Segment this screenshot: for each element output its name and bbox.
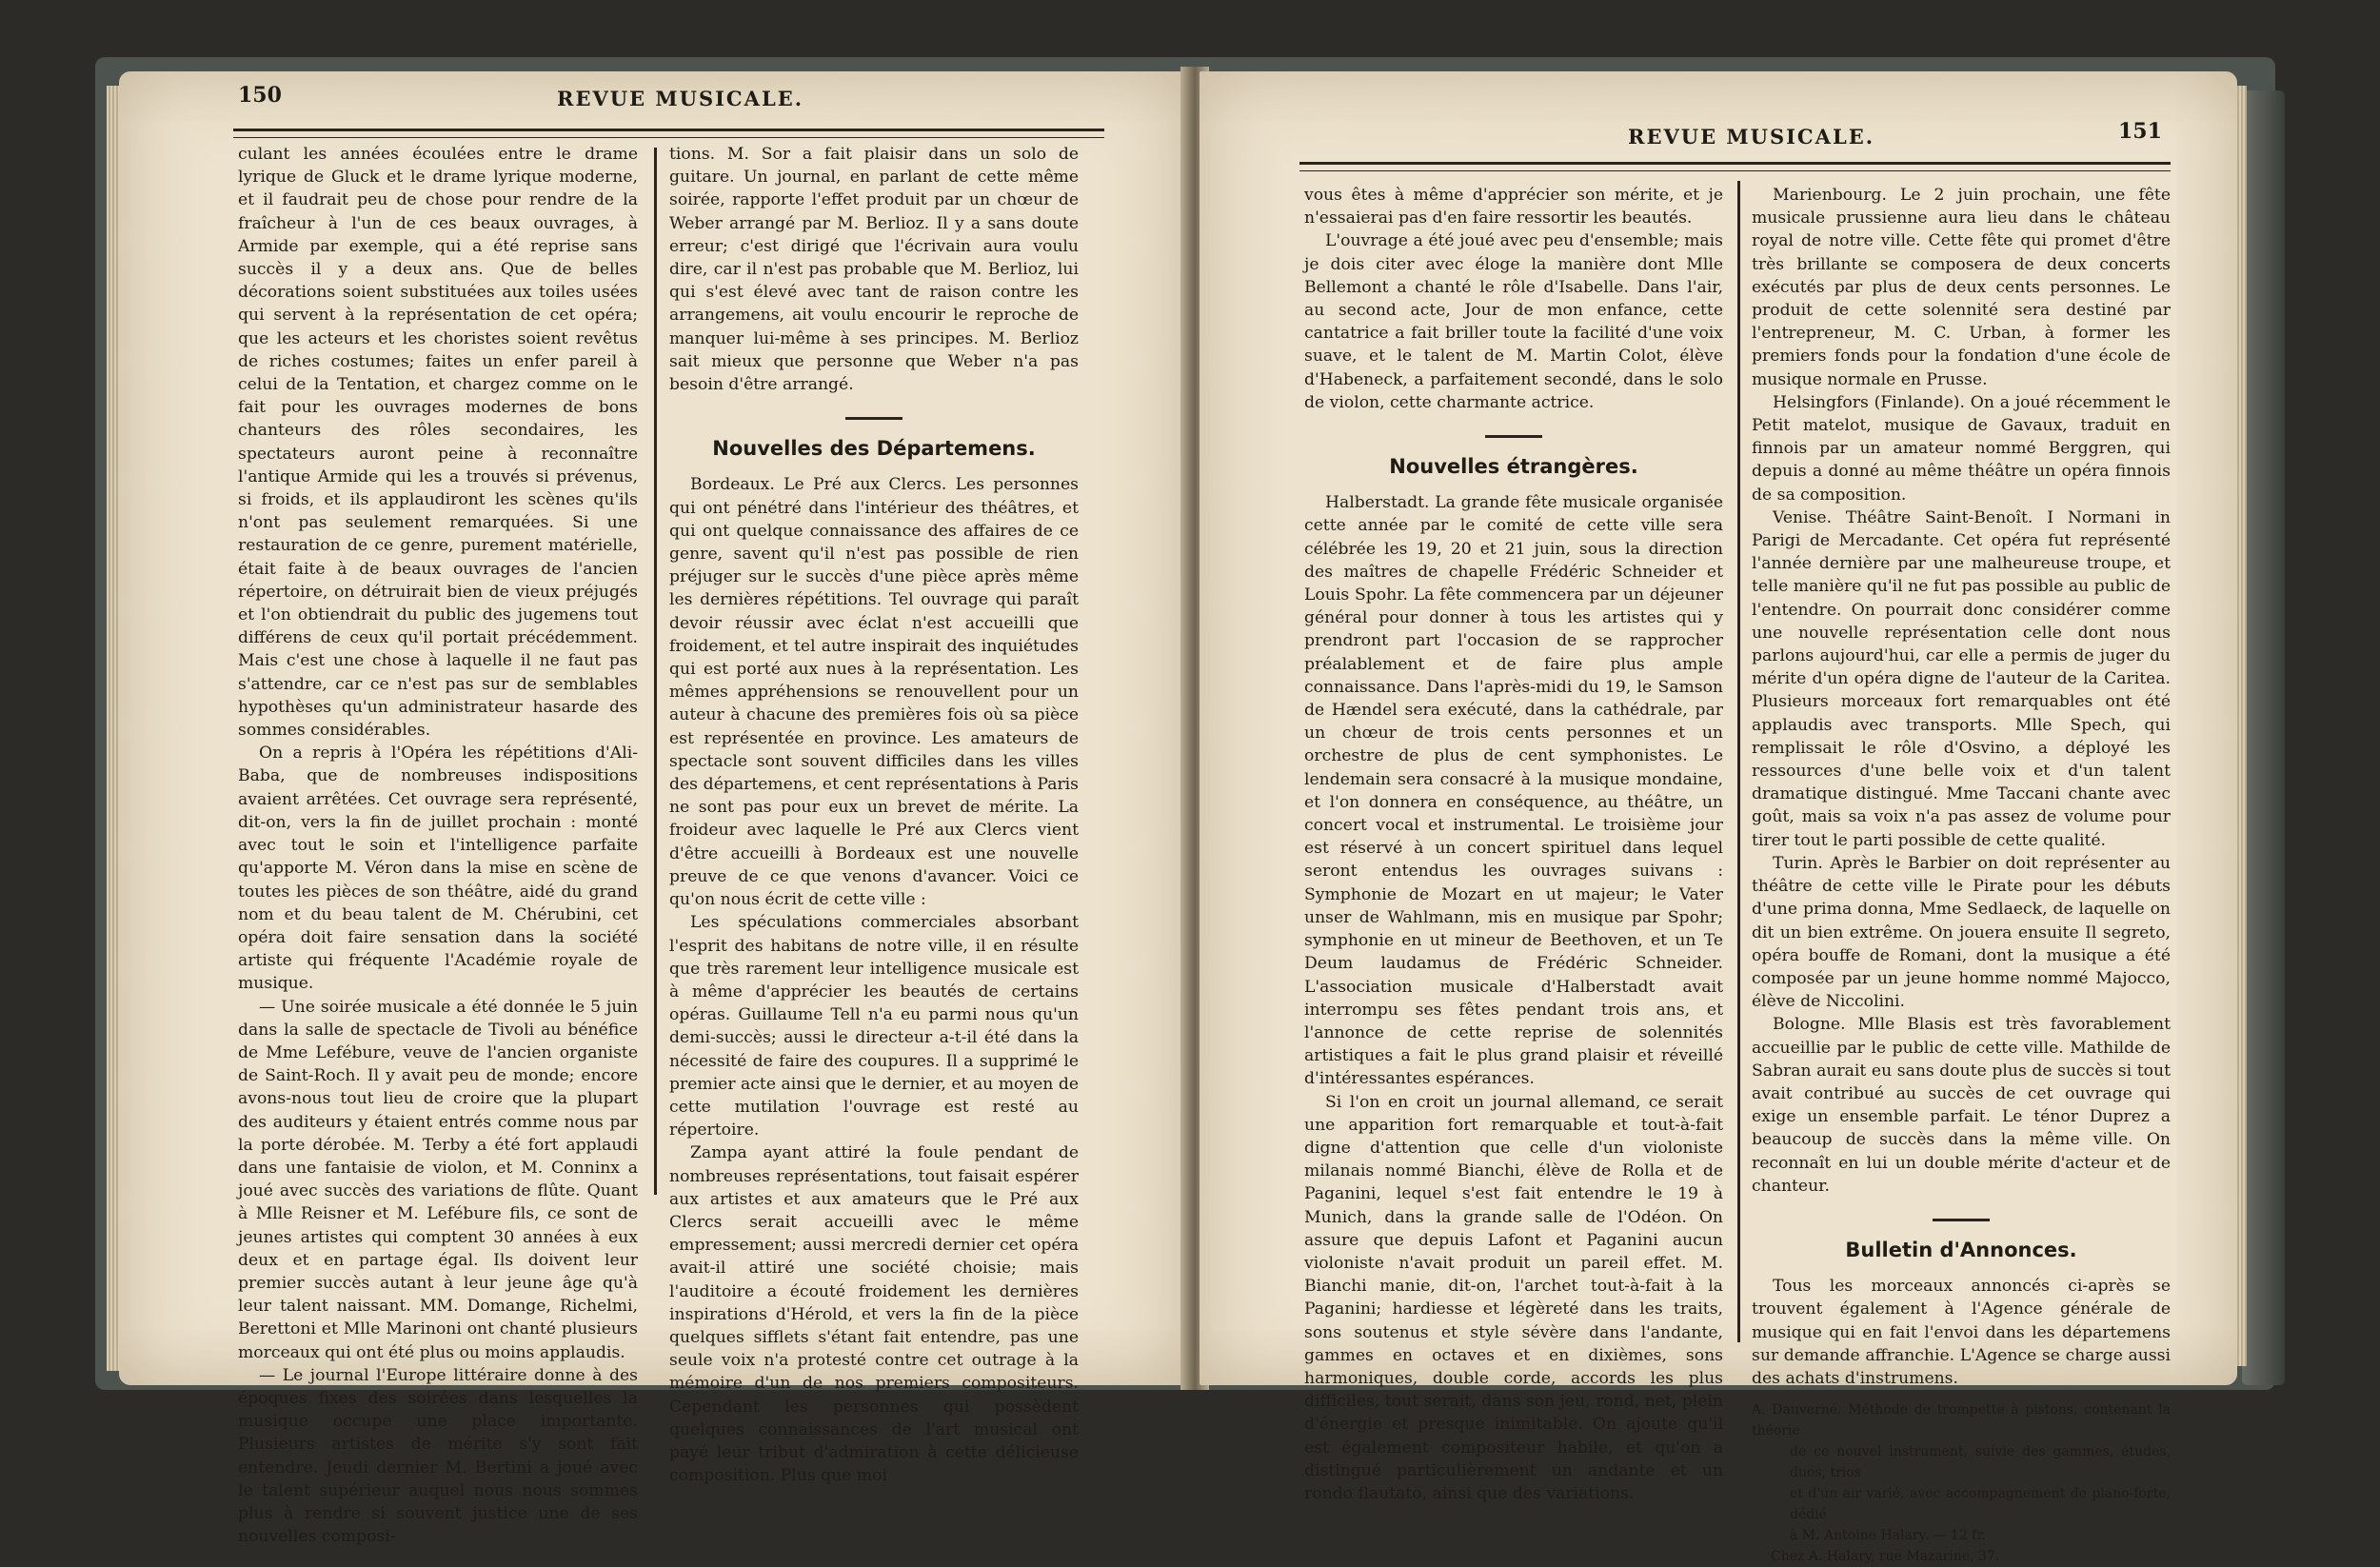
paragraph: Turin. Après le Barbier on doit représenter au théâtre de cette ville le Pirate pour les débuts d'une prima donna, Mme Sedlaeck, de laquelle on dit un bien extrême. On jouera ensuite Il segreto, opéra bouffe de Romani, dont la musique a été composée par un jeune homme nommé Majocco, élève de Niccolini.: [1752, 853, 2171, 1012]
section-title-etrangeres: Nouvelles étrangères.: [1389, 455, 1638, 479]
paragraph: Helsingfors (Finlande). On a joué récemment le Petit matelot, musique de Gavaux, traduit en finnois par un amateur nommé Berggren, qui depuis a donné au même théâtre un opéra finnois de sa composition.: [1752, 392, 2171, 505]
cover-edge: [2242, 90, 2285, 1385]
paragraph: Marienbourg. Le 2 juin prochain, une fête musicale prussienne aura lieu dans le château royal de notre ville. Cette fête qui promet d'être très brillante se composera de deux concerts exécutés par plus de deux cents personnes. Le produit de cette solennité sera destiné par l'entrepreneur, M. C. Urban, à former les premiers fonds pour la fondation d'une école de musique normale en Prusse.: [1752, 186, 2171, 389]
section-divider: [845, 417, 902, 420]
annonce-line: A. Dauverné. Méthode de trompette à pistons, contenant la théorie: [1752, 1402, 2171, 1439]
paragraph: Venise. Théâtre Saint-Benoît. I Normani in Parigi de Mercadante. Cet opéra fut représenté l'année dernière par une malheureuse troupe, et telle manière qu'il ne fut pas possible au public de l'entendre. On pourrait donc considérer comme une nouvelle représentation celle dont nous parlons aujourd'hui, car elle a permis de juger du mérite d'un opéra digne de l'auteur de la Caritea. Plusieurs morceaux fort remarquables ont été applaudis avec transports. Mlle Spech, qui remplissait le rôle d'Osvino, a déployé les ressources d'une belle voix et d'un talent dramatique distingué. Mme Taccani chante avec goût, mais sa voix n'a pas assez de volume pour tirer tout le parti possible de cette qualité.: [1752, 507, 2171, 850]
header-rule-right: [1299, 162, 2171, 171]
annonce-address: Chez A. Halary, rue Mazarine, 37.: [1771, 1549, 2000, 1565]
running-head-left: REVUE MUSICALE.: [557, 87, 804, 110]
paragraph: Les spéculations commerciales absorbant l'esprit des habitans de notre ville, il en résulte que très rarement leur intelligence musicale est à même d'apprécier les beautés de certains opéras. Guillaume Tell n'a eu parmi nous qu'un demi-succès; aussi le directeur a-t-il été dans la nécessité de faire des coupures. Il a supprimé le premier acte ainsi que le dernier, et au moyen de cette mutilation l'ouvrage est resté au répertoire.: [669, 913, 1079, 1141]
paragraph: Tous les morceaux annoncés ci-après se trouvent également à l'Agence générale de musique qui en fait l'envoi dans les départemens sur demande affranchie. L'Agence se charge aussi des achats d'instrumens.: [1752, 1277, 2171, 1388]
paragraph: Si l'on en croit un journal allemand, ce serait une apparition fort remarquable et tout-à-fait digne d'attention que celle d'un violoniste milanais nommé Bianchi, élève de Rolla et de Paganini, lequel s'est fait entendre le 19 à Munich, dans la grande salle de l'Odéon. On assure que depuis Lafont et Paganini aucun violoniste n'avait produit un pareil effet. M. Bianchi manie, dit-on, l'archet tout-à-fait à la Paganini; hardiesse et légèreté dans les traits, sons soutenus et style sévère dans l'andante, gammes en octaves et en dixièmes, sons harmoniques, double corde, accords les plus difficiles, tout serait, dans son jeu, rond, net, plein d'énergie et presque inimitable. On ajoute qu'il est également compositeur habile, et qu'on a distingué particulièrement un andante et un rondo flautato, ainsi que des variations.: [1304, 1092, 1723, 1503]
right-column-1: [1304, 184, 1723, 1505]
right-page: [1200, 71, 2237, 1565]
paragraph: vous êtes à même d'apprécier son mérite, et je n'essaierai pas d'en faire ressortir les beautés.: [1304, 186, 1723, 228]
paragraph: Bordeaux. Le Pré aux Clercs. Les personnes qui ont pénétré dans l'intérieur des théâtres, et qui ont quelque connaissance des affaires de ce genre, savent qu'il n'est pas possible de rien préjuger sur le succès d'une pièce après même les dernières répétitions. Tel ouvrage qui paraît devoir réussir avec éclat n'est accueilli que froidement, et tel autre inspirait des inquiétudes qui est porté aux nues à la représentation. Les mêmes appréhensions se renouvellent pour un auteur à chacune des premières fois où sa pièce est représentée en province. Les amateurs de spectacle sont souvent difficiles dans les villes des départemens, et cent représentations à Paris ne sont pas pour eux un brevet de mérite. La froideur avec laquelle le Pré aux Clercs vient d'être accueilli à Bordeaux est une nouvelle preuve de ce que venons d'avancer. Voici ce qu'on nous écrit de cette ville :: [669, 475, 1079, 910]
paragraph: Zampa ayant attiré la foule pendant de nombreuses représentations, tout faisait espérer aux artistes et aux amateurs que le Pré aux Clercs serait accueilli avec le même empressement; aussi mercredi dernier cet opéra avait-il attiré une société choisie; mais l'auditoire a écouté froidement les dernières inspirations d'Hérold, et vers la fin de la pièce quelques sifflets s'étant fait entendre, pas une seule voix n'a protesté contre cet outrage à la mémoire d'un de nos premiers compositeurs. Cependant les personnes qui possèdent quelques connaissances de l'art musical ont payé leur tribut d'admiration à cette délicieuse composition. Plus que moi: [669, 1143, 1079, 1486]
annonce-line: de ce nouvel instrument, suivie des gammes, études, duos, trios: [1790, 1444, 2171, 1481]
paragraph: tions. M. Sor a fait plaisir dans un solo de guitare. Un journal, en parlant de cette même soirée, rapporte l'effet produit par un chœur de Weber arrangé par M. Berlioz. Il y a sans doute erreur; c'est dirigé que l'écrivain aura voulu dire, car il n'est pas probable que M. Berlioz, lui qui s'est élevé avec tant de raison contre les arrangemens, ait voulu encourir le reproche de manquer lui-même à ses principes. M. Berlioz sait mieux que personne que Weber n'a pas besoin d'être arrangé.: [669, 145, 1079, 395]
header-rule-left: [233, 129, 1104, 138]
paragraph: Halberstadt. La grande fête musicale organisée cette année par le comité de cette ville sera célébrée les 19, 20 et 21 juin, sous la direction des maîtres de chapelle Frédéric Schneider et Louis Spohr. La fête commencera par un déjeuner général pour donner à tous les artistes qui y prendront part l'occasion de se rapprocher préalablement et de faire plus ample connaissance. Dans l'après-midi du 19, le Samson de Hændel sera exécuté, dans la cathédrale, par un chœur de trois cents personnes et un orchestre de plus de cent symphonistes. Le lendemain sera consacré à la musique mondaine, et l'on donnera en conséquence, au théâtre, un concert vocal et instrumental. Le troisième jour est réservé à un concert spirituel dans lequel seront entendus les ouvrages suivans : Symphonie de Mozart en ut majeur; le Vater unser de Wahlmann, mis en musique par Spohr; symphonie en ut mineur de Beethoven, et un Te Deum laudamus de Frédéric Schneider. L'association musicale d'Halberstadt avait interrompu ses fêtes pendant trois ans, et l'annonce de cette reprise de solennités artistiques a fait le plus grand plaisir et réveillé d'intéressantes espérances.: [1304, 493, 1723, 1089]
section-title-departemens: Nouvelles des Départemens.: [712, 437, 1036, 461]
paragraph: L'ouvrage a été joué avec peu d'ensemble; mais je dois citer avec éloge la manière dont Mlle Bellemont a chanté le rôle d'Isabelle. Dans l'air, au second acte, Jour de mon enfance, cette cantatrice a fait briller toute la facilité d'une voix suave, et le talent de M. Martin Colot, élève d'Habeneck, a parfaitement secondé, dans le solo de violon, cette charmante actrice.: [1304, 231, 1723, 412]
annonce-line: à M. Antoine Halary. — 12 fr.: [1790, 1528, 1986, 1544]
paragraph: culant les années écoulées entre le drame lyrique de Gluck et le drame lyrique moderne, et il faudrait peu de chose pour rendre de la fraîcheur à l'un de ces beaux ouvrages, à Armide par exemple, qui a été reprise sans succès il y a deux ans. Que de belles décorations soient substituées aux toiles usées qui servent à la représentation de cet opéra; que les acteurs et les choristes soient revêtus de riches costumes; faites un enfer pareil à celui de la Tentation, et chargez comme on le fait pour les ouvrages modernes de bons chanteurs des rôles secondaires, les spectateurs auront peine à reconnaître l'antique Armide qui les a trouvés si prévenus, si froids, et ils applaudiront les scènes qu'ils n'ont pas seulement remarquées. Si une restauration de ce genre, purement matérielle, était faite à de beaux ouvrages de l'ancien répertoire, on détruirait bien de vieux préjugés et l'on obtiendrait du public des jugemens tout différens de ceux qu'il portait précédemment. Mais c'est une chose à laquelle il ne faut pas s'attendre, car ce n'est pas sur de semblables hypothèses qu'un administrateur hasarde des sommes considérables.: [238, 145, 638, 741]
paragraph: Bologne. Mlle Blasis est très favorablement accueillie par le public de cette ville. Mathilde de Sabran aurait eu sans doute plus de succès si tout avait contribué au succès de cet ouvrage qui exige un ensemble parfait. Le ténor Duprez a beaucoup de succès dans la même ville. On reconnaît en lui un double mérite d'acteur et de chanteur.: [1752, 1015, 2171, 1196]
paragraph: — Une soirée musicale a été donnée le 5 juin dans la salle de spectacle de Tivoli au bénéfice de Mme Lefébure, veuve de l'ancien organiste de Saint-Roch. Il y avait peu de monde; encore avons-nous tout lieu de croire que la plupart des auditeurs y étaient entrés comme nous par la porte dérobée. M. Terby a été fort applaudi dans une fantaisie de violon, et M. Conninx a joué avec succès des variations de flûte. Quant à Mlle Reisner et M. Lefébure fils, ce sont de jeunes artistes qui comptent 30 années à eux deux et en partage égal. Ils doivent leur premier succès autant à leur jeune âge qu'à leur talent naissant. MM. Domange, Richelmi, Berettoni et Mlle Marinoni ont chanté plusieurs morceaux qui ont été plus ou moins applaudis.: [238, 997, 638, 1362]
section-title-bulletin: Bulletin d'Annonces.: [1845, 1238, 2077, 1261]
section-divider: [1485, 435, 1542, 438]
left-column-2: [669, 143, 1079, 1487]
spacer: [1752, 1390, 2171, 1399]
paragraph: On a repris à l'Opéra les répétitions d'Ali-Baba, que de nombreuses indispositions avaient arrêtées. Cet ouvrage sera représenté, dit-on, vers la fin de juillet prochain : monté avec tout le soin et l'intelligence parfaite qu'apporte M. Véron dans la mise en scène de toutes les pièces de son théâtre, aidé du grand nom et du beau talent de M. Chérubini, cet opéra doit faire sensation dans la société artiste qui fréquente l'Académie royale de musique.: [238, 744, 638, 994]
column-rule-left: [654, 148, 657, 1195]
page-number-right: 151: [2118, 119, 2162, 144]
running-head-right: REVUE MUSICALE.: [1628, 125, 1875, 149]
right-column-2: [1752, 184, 2171, 1567]
section-divider: [1933, 1219, 1990, 1221]
page-number-left: 150: [238, 83, 282, 108]
annonce-line: et d'un air varié, avec accompagnement de piano-forte, dédié: [1790, 1486, 2171, 1523]
left-page: [119, 71, 1185, 1547]
column-rule-right: [1737, 181, 1740, 1342]
left-column-1: [238, 143, 638, 1548]
paragraph: — Le journal l'Europe littéraire donne à des époques fixes des soirées dans lesquelles la musique occupe une place importante. Plusieurs artistes de mérite s'y sont fait entendre. Jeudi dernier M. Bertini a joué avec le talent supérieur auquel nous nous sommes plus à rendre si souvent justice une de ses nouvelles composi-: [238, 1365, 638, 1547]
